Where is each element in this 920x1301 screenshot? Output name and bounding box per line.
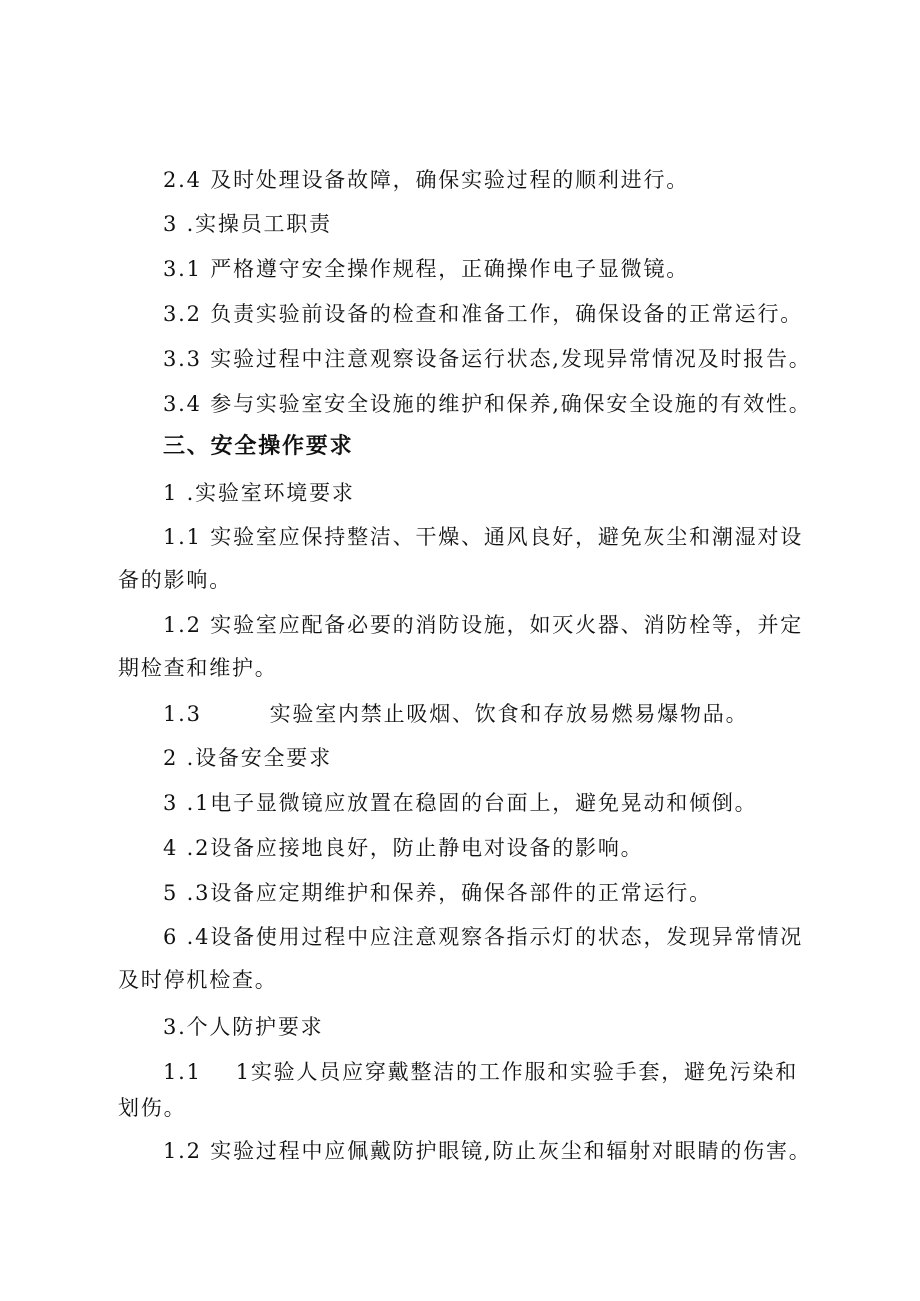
paragraph-1-2: 1.2 实验室应配备必要的消防设施，如灭火器、消防栓等，并定 [163,613,804,637]
paragraph-1-1-cont: 备的影响。 [118,568,232,592]
paragraph-3-4: 3.4 参与实验室安全设施的维护和保养,确保安全设施的有效性。 [163,392,812,416]
chapter-heading-3: 三、安全操作要求 [163,434,354,459]
paragraph-3-3: 3.3 实验过程中注意观察设备运行状态,发现异常情况及时报告。 [163,347,812,371]
paragraph-3-1: 3.1 严格遵守安全操作规程，正确操作电子显微镜。 [163,257,690,281]
paragraph-2-4: 2.4 及时处理设备故障，确保实验过程的顺利进行。 [163,168,690,192]
paragraph-protect-1-cont: 划伤。 [118,1096,187,1120]
section-heading-3: 3 .实操员工职责 [163,212,332,236]
paragraph-equip-3: 5 .3设备应定期维护和保养，确保各部件的正常运行。 [163,881,712,905]
paragraph-3-2: 3.2 负责实验前设备的检查和准备工作，确保设备的正常运行。 [163,302,804,326]
paragraph-1-2-cont: 期检查和维护。 [118,656,278,680]
section-heading-2: 2 .设备安全要求 [163,746,332,770]
paragraph-equip-2: 4 .2设备应接地良好，防止静电对设备的影响。 [163,836,644,860]
paragraph-protect-2: 1.2 实验过程中应佩戴防护眼镜,防止灰尘和辐射对眼睛的伤害。 [163,1139,812,1163]
paragraph-equip-1: 3 .1电子显微镜应放置在稳固的台面上，避免晃动和倾倒。 [163,791,758,815]
paragraph-equip-4: 6 .4设备使用过程中应注意观察各指示灯的状态，发现异常情况 [163,925,804,949]
section-heading-3-protection: 3.个人防护要求 [163,1015,324,1039]
paragraph-1-3: 1.3 实验室内禁止吸烟、饮食和存放易燃易爆物品。 [163,702,749,726]
paragraph-equip-4-cont: 及时停机检查。 [118,968,278,992]
paragraph-protect-1: 1.1 1实验人员应穿戴整洁的工作服和实验手套，避免污染和 [163,1060,799,1084]
paragraph-1-1: 1.1 实验室应保持整洁、干燥、通风良好，避免灰尘和潮湿对设 [163,525,804,549]
section-heading-1: 1 .实验室环境要求 [163,481,355,505]
